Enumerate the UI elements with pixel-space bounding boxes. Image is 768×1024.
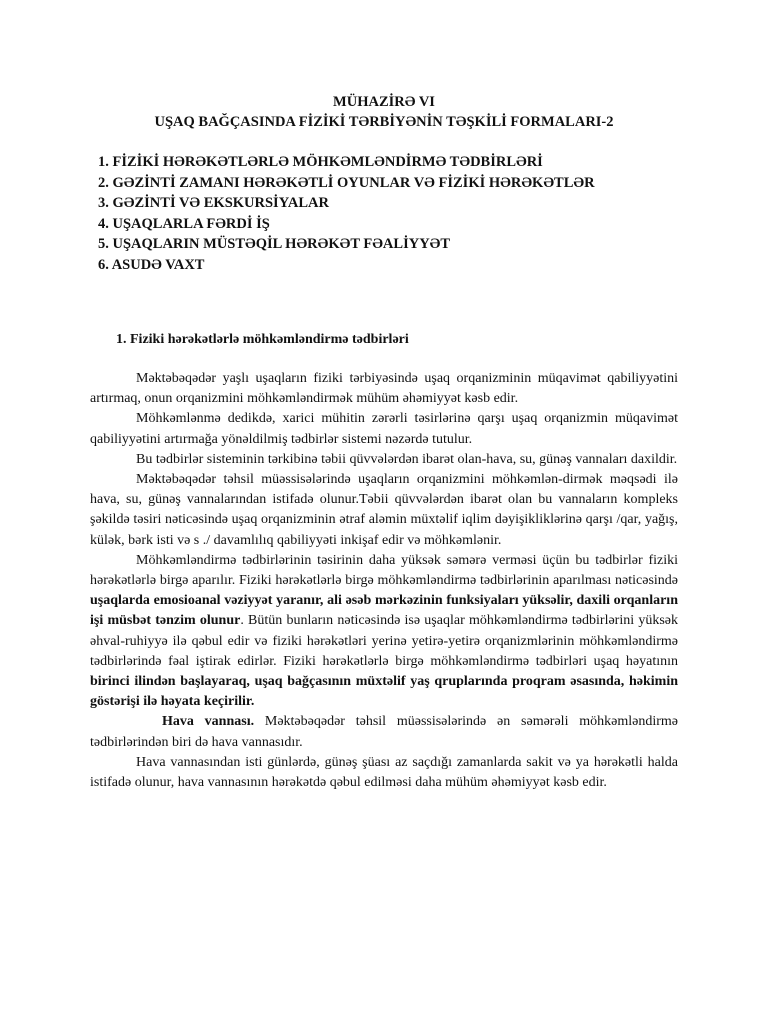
paragraph <box>90 712 678 752</box>
paragraph: Möhkəmlənmə dedikdə, xarici mühitin zərərli təsirlərinə qarşı uşaq orqanizmin müqavimət qabiliyyətini artırmağa yönəldilmiş tədbirlər sistemi nəzərdə tutulur. <box>90 411 678 447</box>
paragraph <box>90 551 678 713</box>
outline-item: 4. UŞAQLARLA FƏRDİ İŞ <box>98 215 270 232</box>
outline-item: 3. GƏZİNTİ VƏ EKSKURSİYALAR <box>98 195 329 212</box>
paragraph-text: . Bütün bunların nəticəsində isə uşaqlar möhkəmləndirmə tədbirlərini yüksək əhval-ruhiyyə ilə qəbul edir və fiziki hərəkətləri yerinə yetirə-yetirə orqanizmlərinin möhkəmləndirmə tədbirlərində fəal iştirak edirlər. Fiziki hərəkətlərlə birgə möhkəmləndirmə tədbirləri uşaq həyatının <box>90 613 678 669</box>
paragraph-emphasis: Hava vannası. <box>162 714 255 730</box>
lecture-outline <box>98 152 595 276</box>
section-heading: 1. Fiziki hərəkətlərlə möhkəmləndirmə tədbirləri <box>116 332 409 347</box>
section-body <box>90 369 678 793</box>
outline-item: 2. GƏZİNTİ ZAMANI HƏRƏKƏTLİ OYUNLAR VƏ FİZİKİ HƏRƏKƏTLƏR <box>98 174 595 191</box>
paragraph-emphasis: birinci ilindən başlayaraq, uşaq bağçasının müxtəlif yaş qruplarında proqram əsasında, həkimin göstərişi ilə həyata keçirilir. <box>90 674 678 710</box>
lecture-topic-title: UŞAQ BAĞÇASINDA FİZİKİ TƏRBİYƏNİN TƏŞKİLİ FORMALARI-2 <box>154 114 614 130</box>
paragraph-text: Məktəbəqədər təhsil müəssisələrində ən səmərəli möhkəmləndirmə tədbirlərindən biri də hava vannasıdır. <box>90 714 678 750</box>
paragraph-emphasis: uşaqlarda emosioanal vəziyyət yaranır, ali əsəb mərkəzinin funksiyaları yüksəlir, daxili orqanların işi müsbət tənzim olunur <box>90 593 678 629</box>
lecture-number-title: MÜHAZİRƏ VI <box>333 94 435 110</box>
paragraph: Məktəbəqədər yaşlı uşaqların fiziki tərbiyəsində uşaq orqanizminin müqavimət qabiliyyətini artırmaq, onun orqanizmini möhkəmləndirmək mühüm əhəmiyyət kəsb edir. <box>90 371 678 407</box>
paragraph-text: Möhkəmləndirmə tədbirlərinin təsirinin daha yüksək səmərə verməsi üçün bu tədbirlər fiziki hərəkətlərlə birgə aparılır. Fiziki hərəkətlərlə birgə möhkəmləndirmə tədbirlərinin aparılması nəticəsində <box>90 552 678 589</box>
paragraph: Bu tədbirlər sisteminin tərkibinə təbii qüvvələrdən ibarət olan-hava, su, günəş vannaları daxildir. <box>136 451 678 467</box>
paragraph: Məktəbəqədər təhsil müəssisələrində uşaqların orqanizmini möhkəmlən-dirmək məqsədi ilə hava, su, günəş vannalarından istifadə olunur.Təbii qüvvələrdən ibarət olan bu vannaların kompleks şəkildə təsiri nəticəsində uşaq orqanizminin ətraf aləmin müxtəlif iqlim dəyişikliklərinə qarşı /qar, yağış, külək, bərk isti və s ./ davamlılıq qabiliyyəti inkişaf edir və möhkəmlənir. <box>90 472 678 548</box>
outline-item: 5. UŞAQLARIN MÜSTƏQİL HƏRƏKƏT FƏALİYYƏT <box>98 236 451 253</box>
paragraph: Hava vannasından isti günlərdə, günəş şüası az saçdığı zamanlarda sakit və ya hərəkətli halda istifadə olunur, hava vannasının hərəkətdə qəbul edilməsi daha mühüm əhəmiyyət kəsb edir. <box>90 754 678 791</box>
outline-item: 6. ASUDƏ VAXT <box>98 256 205 273</box>
outline-item: 1. FİZİKİ HƏRƏKƏTLƏRLƏ MÖHKƏMLƏNDİRMƏ TƏDBİRLƏRİ <box>98 154 543 170</box>
